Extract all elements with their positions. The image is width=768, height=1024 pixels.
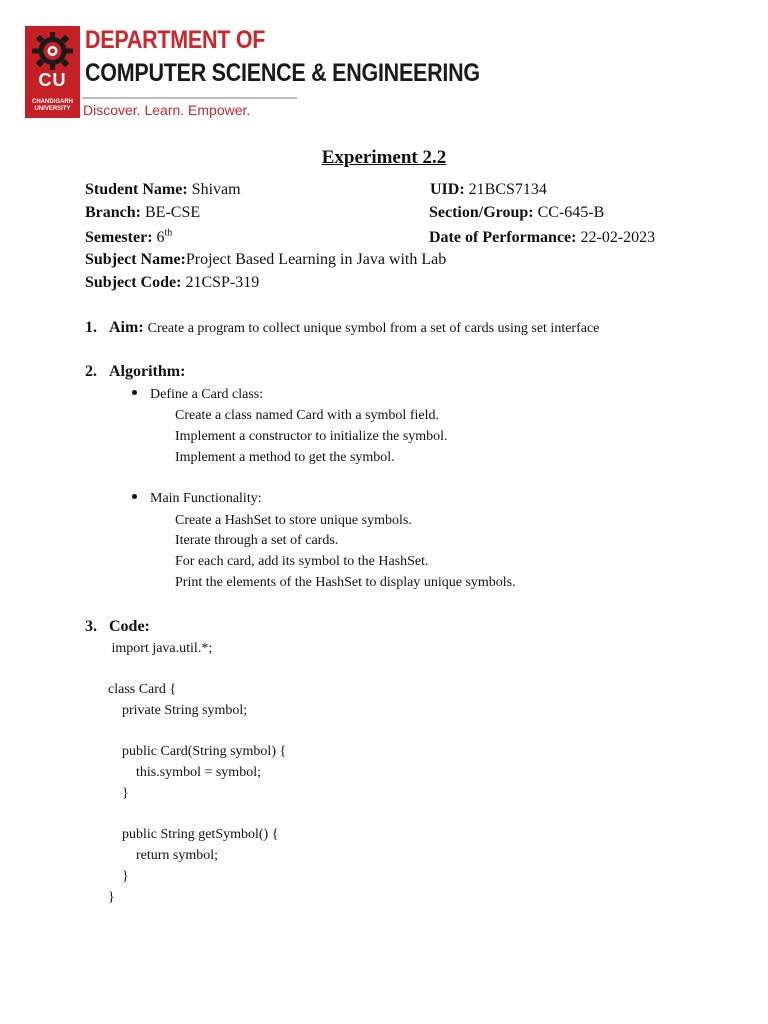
code-label: Code:: [109, 618, 150, 635]
section-label: Section/Group:: [429, 204, 534, 221]
gear-emblem-icon: [32, 32, 73, 70]
code-line: public String getSymbol() {: [108, 827, 279, 842]
code-number: 3.: [85, 618, 97, 635]
code-line: this.symbol = symbol;: [108, 765, 261, 780]
department-title-line2: COMPUTER SCIENCE & ENGINEERING: [85, 59, 480, 87]
code-line: class Card {: [108, 682, 177, 697]
semester-label: Semester:: [85, 229, 153, 246]
aim-section: [85, 319, 599, 337]
code-heading: [85, 618, 150, 636]
code-line: }: [108, 786, 129, 801]
list-item: For each card, add its symbol to the HashSet.: [175, 554, 429, 569]
list-item: Iterate through a set of cards.: [175, 533, 339, 548]
student-name-label: Student Name:: [85, 181, 188, 198]
code-line: private String symbol;: [108, 703, 248, 718]
code-line: return symbol;: [108, 848, 219, 863]
code-line: }: [108, 869, 129, 884]
uid-row: [430, 181, 547, 199]
subject-code-value: 21CSP-319: [185, 274, 260, 291]
section-row: [429, 204, 604, 222]
uid-value: 21BCS7134: [468, 181, 547, 198]
code-line: public Card(String symbol) {: [108, 744, 287, 759]
subject-name-row: [85, 251, 446, 269]
university-logo: [25, 26, 80, 118]
bullet-icon: [132, 494, 137, 499]
code-line: import java.util.*;: [108, 641, 213, 656]
list-item: Define a Card class:: [132, 387, 263, 403]
branch-row: [85, 204, 200, 222]
semester-row: [85, 229, 172, 247]
student-name-value: Shivam: [191, 181, 241, 198]
subject-name-value: Project Based Learning in Java with Lab: [185, 251, 447, 268]
list-item: Implement a method to get the symbol.: [175, 450, 395, 465]
list-item: Print the elements of the HashSet to display unique symbols.: [175, 575, 516, 590]
uid-label: UID:: [430, 181, 465, 198]
date-label: Date of Performance:: [429, 229, 577, 246]
list-item: Create a HashSet to store unique symbols.: [175, 513, 412, 528]
aim-text: Create a program to collect unique symbol from a set of cards using set interface: [147, 321, 600, 336]
list-item: Main Functionality:: [132, 491, 262, 507]
branch-label: Branch:: [85, 204, 141, 221]
date-row: [429, 229, 655, 247]
algorithm-number: 2.: [85, 363, 97, 380]
experiment-title: Experiment 2.2: [321, 147, 447, 168]
header-divider: [82, 97, 297, 99]
semester-value: 6: [156, 229, 165, 246]
algorithm-heading: [85, 363, 185, 381]
aim-label: Aim:: [109, 319, 144, 336]
list-item: Create a class named Card with a symbol field.: [175, 408, 439, 423]
bullet-icon: [132, 390, 137, 395]
student-name-row: [85, 181, 241, 199]
list-item: Implement a constructor to initialize the symbol.: [175, 429, 448, 444]
logo-subtext: CHANDIGARH UNIVERSITY: [32, 99, 73, 112]
logo-text: CU: [38, 70, 67, 90]
branch-value: BE-CSE: [145, 204, 201, 221]
algorithm-label: Algorithm:: [109, 363, 186, 380]
date-value: 22-02-2023: [580, 229, 656, 246]
department-title-line1: DEPARTMENT OF: [85, 26, 266, 54]
semester-suffix: th: [164, 227, 173, 239]
section-value: CC-645-B: [537, 204, 605, 221]
subject-code-row: [85, 274, 259, 292]
code-line: }: [108, 890, 115, 905]
subject-code-label: Subject Code:: [85, 274, 182, 291]
aim-number: 1.: [85, 319, 97, 336]
tagline: Discover. Learn. Empower.: [83, 102, 251, 118]
subject-name-label: Subject Name:: [85, 251, 186, 268]
